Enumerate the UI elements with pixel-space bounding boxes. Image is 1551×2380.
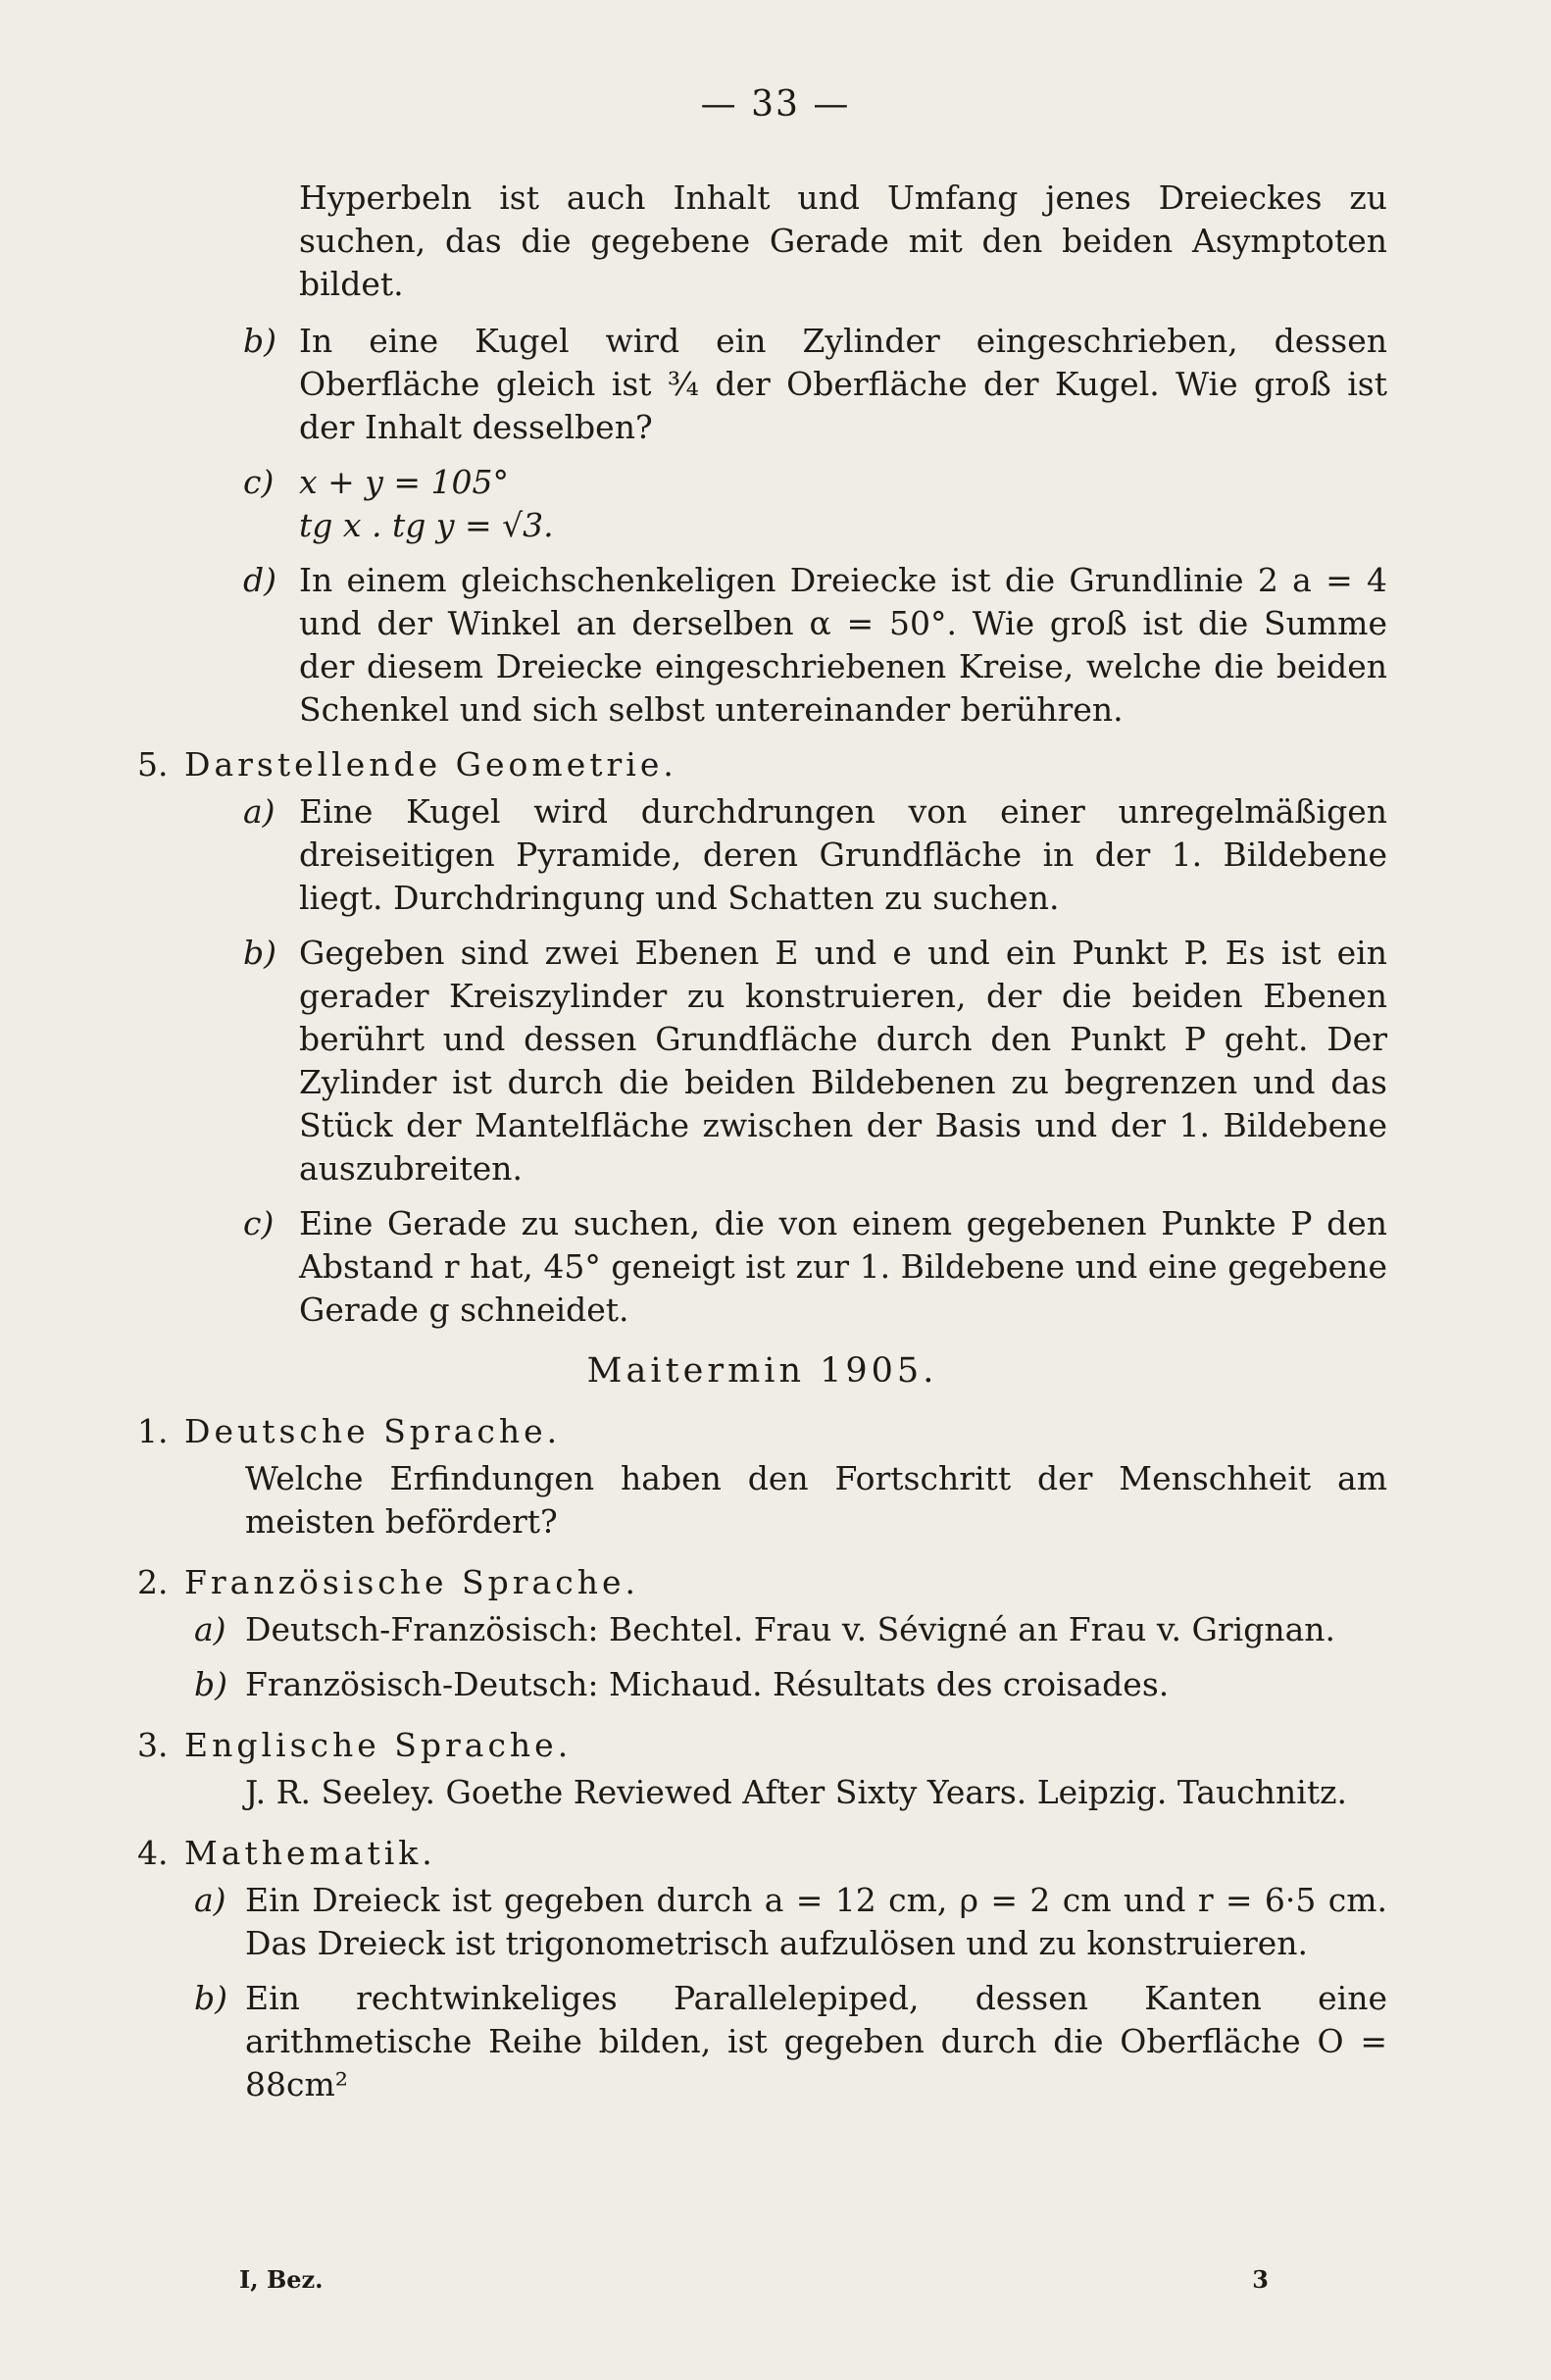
item-label: c): [243, 463, 275, 501]
item-label: c): [243, 1204, 275, 1242]
item-label: a): [243, 792, 275, 831]
item-text: In einem gleichschenkeligen Dreiecke ist die Grundlinie 2 a = 4 und der Winkel an derselben α = 50°. Wie groß ist die Summe der diesem Dreiecke eingeschriebenen Kreise, welche die beiden Schenkel und sich selbst untereinander berühren.: [299, 561, 1387, 729]
section-3-title: [137, 1724, 1387, 1767]
item-text: In eine Kugel wird ein Zylinder eingeschrieben, dessen Oberfläche gleich ist ¾ der Oberfläche der Kugel. Wie groß ist der Inhalt desselben?: [299, 322, 1387, 446]
section-number: 2.: [137, 1563, 169, 1601]
section-title: Darstellende Geometrie.: [184, 745, 677, 784]
geometry-item-b: [137, 932, 1387, 1190]
equation-line-2: tg x . tg y = √3.: [299, 506, 554, 544]
section-title: Französische Sprache.: [184, 1563, 639, 1601]
section-title: Deutsche Sprache.: [184, 1412, 562, 1450]
exam-term-heading: Maitermin 1905.: [586, 1351, 938, 1391]
section-number: 4.: [137, 1834, 169, 1872]
geometry-item-a: [137, 790, 1387, 920]
english-topic: J. R. Seeley. Goethe Reviewed After Sixty Years. Leipzig. Tauchnitz.: [245, 1773, 1347, 1811]
math-item-b-2: [137, 1977, 1387, 2106]
item-label: a): [194, 1610, 226, 1648]
item-label: b): [243, 322, 276, 360]
intro-paragraph: Hyperbeln ist auch Inhalt und Umfang jenes Dreieckes zu suchen, das die gegebene Gerade mit den beiden Asymptoten bildet.: [299, 178, 1387, 303]
item-label: d): [243, 561, 276, 599]
footer-sheet-number: 3: [1252, 2265, 1269, 2294]
page-body: [137, 177, 1387, 2118]
section-title: Englische Sprache.: [184, 1726, 573, 1764]
equation-line-1: x + y = 105°: [299, 463, 510, 501]
section-5-title: [137, 743, 1387, 786]
page-number: — 33 —: [700, 84, 851, 125]
item-text: Ein rechtwinkeliges Parallelepiped, dessen Kanten eine arithmetische Reihe bilden, ist gegeben durch die Oberfläche O = 88cm²: [245, 1979, 1387, 2103]
item-text: Französisch-Deutsch: Michaud. Résultats des croisades.: [245, 1665, 1170, 1703]
french-item-b: [137, 1663, 1387, 1706]
item-label: b): [243, 934, 276, 972]
section-number: 3.: [137, 1726, 169, 1764]
item-text: Eine Gerade zu suchen, die von einem gegebenen Punkte P den Abstand r hat, 45° geneigt ist zur 1. Bildebene und eine gegebene Gerade g schneidet.: [299, 1204, 1387, 1329]
item-label: b): [194, 1665, 227, 1703]
math-item-a: [137, 1879, 1387, 1965]
item-text: Ein Dreieck ist gegeben durch a = 12 cm, ρ = 2 cm und r = 6·5 cm. Das Dreieck ist trigonometrisch aufzulösen und zu konstruieren.: [245, 1881, 1387, 1962]
math-item-b: [137, 320, 1387, 449]
section-number: 1.: [137, 1412, 169, 1450]
item-label: a): [194, 1881, 226, 1919]
item-text: Gegeben sind zwei Ebenen E und e und ein Punkt P. Es ist ein gerader Kreiszylinder zu konstruieren, der die beiden Ebenen berührt und dessen Grundfläche durch den Punkt P geht. Der Zylinder ist durch die beiden Bildebenen zu begrenzen und das Stück der Mantelfläche zwischen der Basis und der 1. Bildebene auszubreiten.: [299, 934, 1387, 1188]
section-2-title: [137, 1561, 1387, 1604]
geometry-item-c: [137, 1202, 1387, 1332]
item-text: Eine Kugel wird durchdrungen von einer unregelmäßigen dreiseitigen Pyramide, deren Grundfläche in der 1. Bildebene liegt. Durchdringung und Schatten zu suchen.: [299, 792, 1387, 917]
section-title: Mathematik.: [184, 1834, 436, 1872]
german-topic: Welche Erfindungen haben den Fortschritt der Menschheit am meisten befördert?: [245, 1459, 1387, 1541]
math-item-d: [137, 559, 1387, 732]
french-item-a: [137, 1608, 1387, 1651]
section-1-title: [137, 1410, 1387, 1453]
footer-signature: I, Bez.: [239, 2265, 324, 2294]
item-text: Deutsch-Französisch: Bechtel. Frau v. Sévigné an Frau v. Grignan.: [245, 1610, 1336, 1648]
item-label: b): [194, 1979, 227, 2017]
section-4-title: [137, 1832, 1387, 1875]
page-footer: [239, 2265, 1269, 2294]
math-item-c: [137, 461, 1387, 547]
section-number: 5.: [137, 745, 169, 784]
